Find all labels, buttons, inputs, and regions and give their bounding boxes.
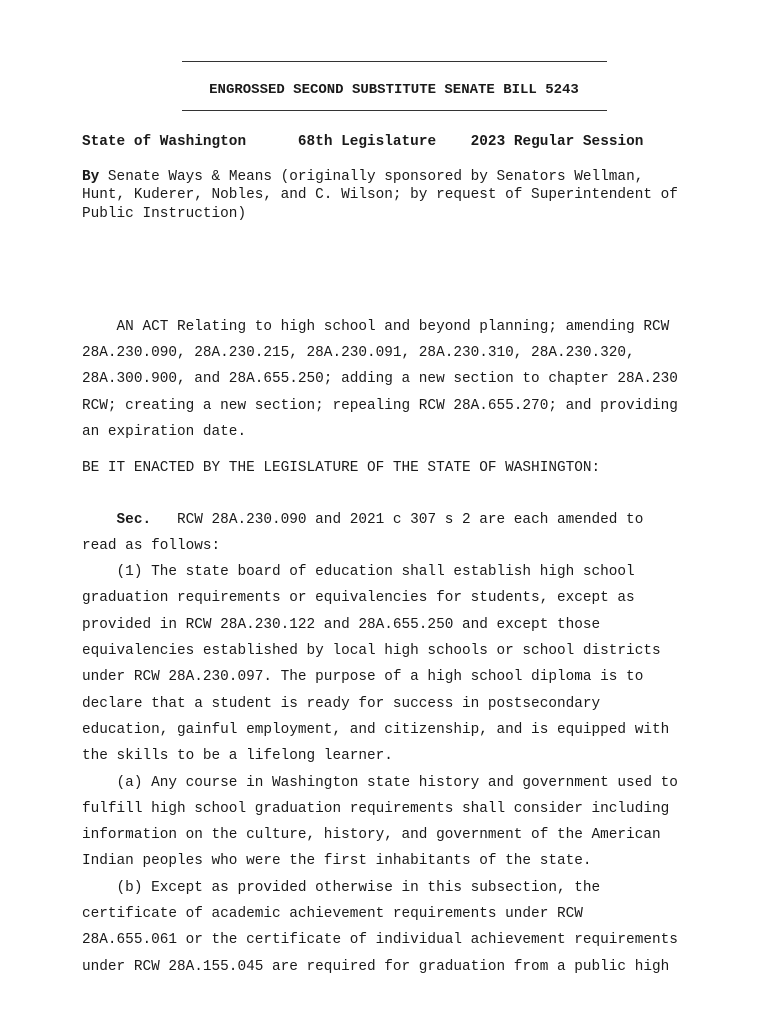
sponsor-line: Hunt, Kuderer, Nobles, and C. Wilson; by request of Superintendent of — [82, 187, 678, 204]
section-line: (b) Except as provided otherwise in this subsection, the — [82, 880, 601, 896]
section-line: (a) Any course in Washington state history and government used to — [82, 775, 678, 791]
section-line: equivalencies established by local high schools or school districts — [82, 643, 661, 659]
section-line: provided in RCW 28A.230.122 and 28A.655.250 and except those — [82, 617, 601, 633]
section-line: information on the culture, history, and government of the American — [82, 827, 661, 843]
act-line: RCW; creating a new section; repealing RCW 28A.655.270; and providing — [82, 398, 678, 414]
act-line: AN ACT Relating to high school and beyond planning; amending RCW — [82, 319, 670, 335]
section-line: Indian peoples who were the first inhabitants of the state. — [82, 853, 592, 869]
bill-title: ENGROSSED SECOND SUBSTITUTE SENATE BILL 5243 — [209, 82, 579, 98]
sponsor-line: Public Instruction) — [82, 205, 247, 222]
sponsor-by-label: By — [82, 169, 100, 185]
section-line: under RCW 28A.230.097. The purpose of a high school diploma is to — [82, 669, 644, 685]
session-line — [82, 134, 643, 150]
session-name: 2023 Regular Session — [470, 134, 644, 150]
section-line: RCW 28A.230.090 and 2021 c 307 s 2 are each amended to — [151, 512, 644, 528]
section-line: graduation requirements or equivalencies for students, except as — [82, 590, 635, 606]
legislature-number: 68th Legislature — [297, 134, 437, 150]
section-line: under RCW 28A.155.045 are required for graduation from a public high — [82, 959, 670, 975]
section-line: the skills to be a lifelong learner. — [82, 748, 393, 764]
state-name: State of Washington — [82, 134, 247, 150]
section-heading-line — [82, 512, 643, 528]
act-line: 28A.300.900, and 28A.655.250; adding a new section to chapter 28A.230 — [82, 371, 678, 387]
act-line: 28A.230.090, 28A.230.215, 28A.230.091, 28A.230.310, 28A.230.320, — [82, 345, 635, 361]
section-line: 28A.655.061 or the certificate of individual achievement requirements — [82, 932, 678, 948]
section-line: (1) The state board of education shall establish high school — [82, 564, 635, 580]
section-line: declare that a student is ready for success in postsecondary — [82, 696, 601, 712]
act-line: an expiration date. — [82, 424, 247, 440]
enacting-clause: BE IT ENACTED BY THE LEGISLATURE OF THE STATE OF WASHINGTON: — [82, 460, 601, 476]
title-rule-bottom — [182, 110, 607, 111]
title-rule-top — [182, 61, 607, 62]
sponsor-line: Senate Ways & Means (originally sponsored by Senators Wellman, — [99, 169, 644, 185]
section-line: education, gainful employment, and citizenship, and is equipped with — [82, 722, 670, 738]
section-line: certificate of academic achievement requirements under RCW — [82, 906, 583, 922]
section-line: read as follows: — [82, 538, 221, 554]
section-line: fulfill high school graduation requirements shall consider including — [82, 801, 670, 817]
sponsor-block — [82, 168, 722, 223]
section-label: Sec. — [116, 512, 152, 528]
